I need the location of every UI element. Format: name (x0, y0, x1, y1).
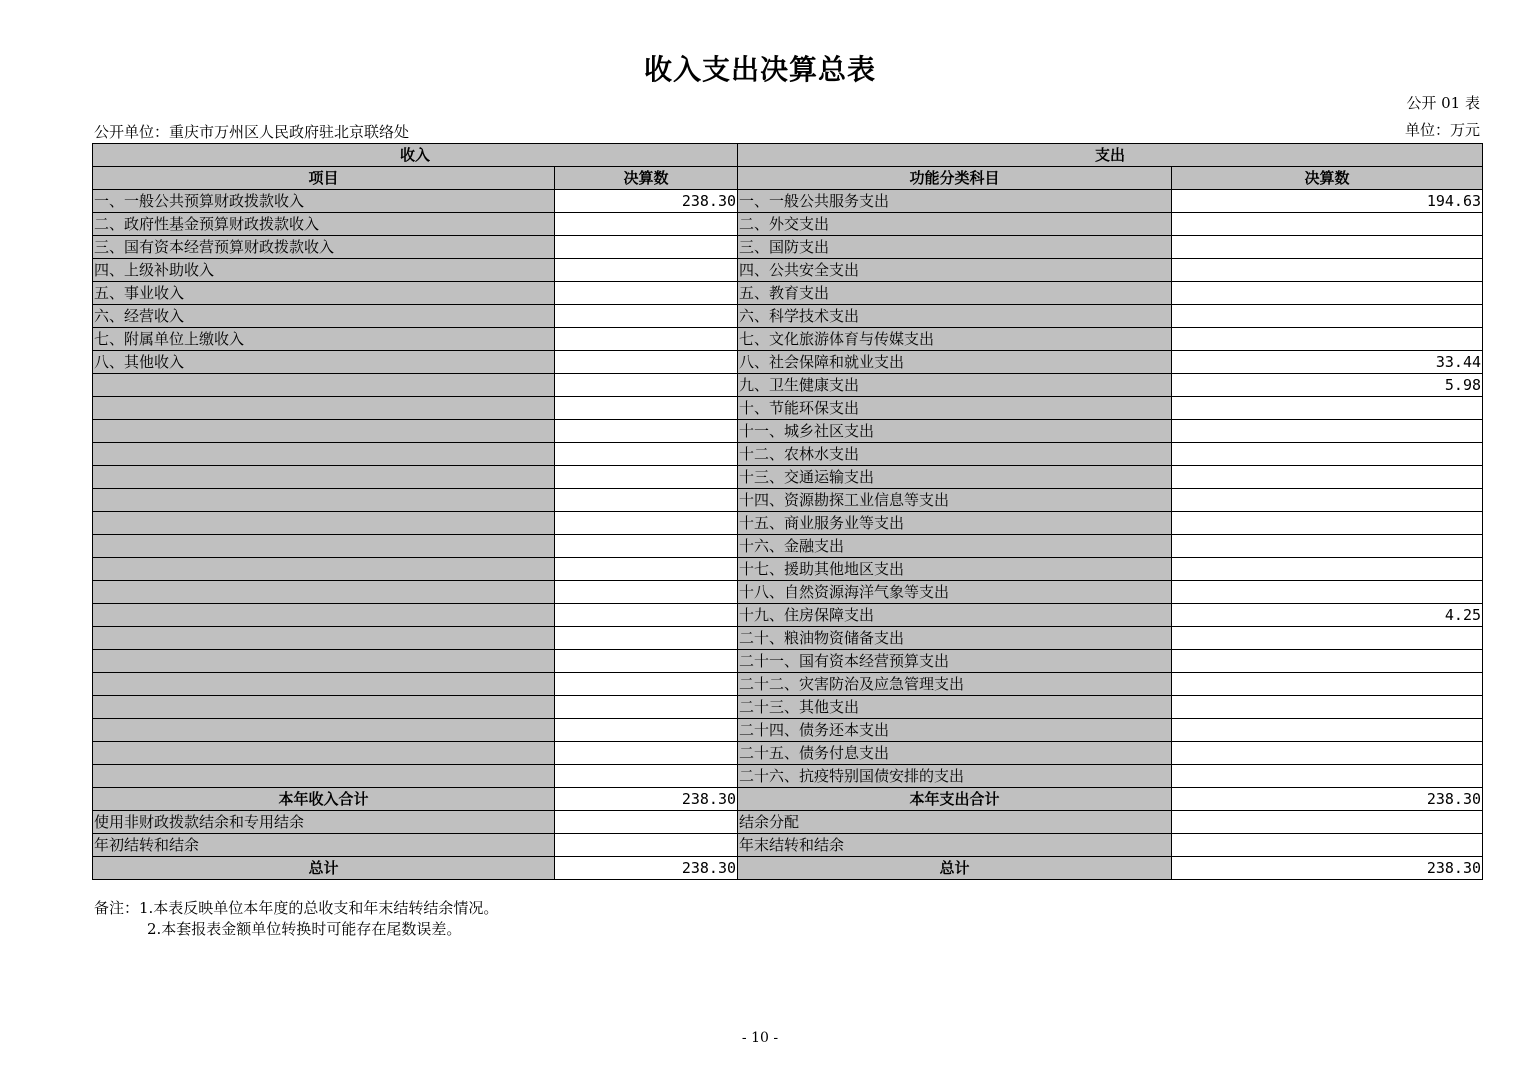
expense-item-cell: 二十五、债务付息支出 (738, 742, 1172, 765)
expense-item-cell: 六、科学技术支出 (738, 305, 1172, 328)
table-row (93, 213, 1483, 236)
expense-amount-cell: 194.63 (1172, 190, 1483, 213)
income-item-cell (93, 604, 555, 627)
table-row (93, 236, 1483, 259)
income-item-cell: 二、政府性基金预算财政拨款收入 (93, 213, 555, 236)
expense-amount-cell (1172, 305, 1483, 328)
table-row (93, 259, 1483, 282)
expense-amount-cell (1172, 535, 1483, 558)
expense-item-cell: 八、社会保障和就业支出 (738, 351, 1172, 374)
table-row (93, 719, 1483, 742)
table-row (93, 374, 1483, 397)
expense-amount-cell (1172, 489, 1483, 512)
income-amount-cell (555, 466, 738, 489)
table-row (93, 443, 1483, 466)
expense-amount-cell (1172, 627, 1483, 650)
expense-amount-cell (1172, 397, 1483, 420)
section-header-row (93, 144, 1483, 167)
income-amount-cell (555, 581, 738, 604)
annual-total-row (93, 788, 1483, 811)
income-item-cell: 一、一般公共预算财政拨款收入 (93, 190, 555, 213)
income-item-cell (93, 673, 555, 696)
expense-item-cell: 十七、援助其他地区支出 (738, 558, 1172, 581)
expense-item-cell: 二十四、债务还本支出 (738, 719, 1172, 742)
expense-amount-cell (1172, 512, 1483, 535)
income-item-cell: 年初结转和结余 (93, 834, 555, 857)
income-amount-cell (555, 811, 738, 834)
page-number: - 10 - (741, 1030, 779, 1046)
expense-item-cell: 总计 (738, 857, 1172, 880)
expense-item-cell: 十、节能环保支出 (738, 397, 1172, 420)
currency-unit: 单位：万元 (1404, 121, 1480, 139)
table-row (93, 190, 1483, 213)
expense-item-cell: 十八、自然资源海洋气象等支出 (738, 581, 1172, 604)
expense-amount-cell (1172, 420, 1483, 443)
income-amount-cell (555, 328, 738, 351)
footnotes (94, 898, 498, 940)
income-item-cell (93, 719, 555, 742)
income-amount-cell (555, 558, 738, 581)
income-amount-cell: 238.30 (555, 190, 738, 213)
table-row (93, 581, 1483, 604)
table-row (93, 328, 1483, 351)
expense-amount-cell (1172, 742, 1483, 765)
income-amount-cell (555, 489, 738, 512)
income-item-cell (93, 765, 555, 788)
expense-item-cell: 三、国防支出 (738, 236, 1172, 259)
expense-section-header: 支出 (738, 144, 1483, 167)
table-row (93, 627, 1483, 650)
expense-amount-cell (1172, 719, 1483, 742)
expense-amount-cell (1172, 558, 1483, 581)
table-row (93, 397, 1483, 420)
income-amount-cell (555, 374, 738, 397)
income-item-cell: 五、事业收入 (93, 282, 555, 305)
expense-amount-cell (1172, 673, 1483, 696)
income-item-cell: 三、国有资本经营预算财政拨款收入 (93, 236, 555, 259)
expense-amount-cell (1172, 696, 1483, 719)
income-amount-cell (555, 742, 738, 765)
expense-item-cell: 九、卫生健康支出 (738, 374, 1172, 397)
expense-item-cell: 二十二、灾害防治及应急管理支出 (738, 673, 1172, 696)
expense-amount-cell (1172, 581, 1483, 604)
income-amount-cell (555, 719, 738, 742)
expense-item-cell: 结余分配 (738, 811, 1172, 834)
income-amount-cell (555, 512, 738, 535)
column-header-row (93, 167, 1483, 190)
expense-amount-cell (1172, 811, 1483, 834)
function-column-header: 功能分类科目 (738, 167, 1172, 190)
income-item-cell: 使用非财政拨款结余和专用结余 (93, 811, 555, 834)
income-amount-cell (555, 213, 738, 236)
expense-amount-cell (1172, 443, 1483, 466)
income-item-cell: 六、经营收入 (93, 305, 555, 328)
expense-amount-cell: 4.25 (1172, 604, 1483, 627)
table-row (93, 305, 1483, 328)
table-row (93, 604, 1483, 627)
income-item-cell (93, 420, 555, 443)
income-amount-cell: 238.30 (555, 788, 738, 811)
income-amount-cell: 238.30 (555, 857, 738, 880)
expense-item-cell: 十四、资源勘探工业信息等支出 (738, 489, 1172, 512)
grand-total-row (93, 857, 1483, 880)
expense-item-cell: 二十、粮油物资储备支出 (738, 627, 1172, 650)
expense-amount-cell: 33.44 (1172, 351, 1483, 374)
income-item-cell (93, 627, 555, 650)
income-item-cell (93, 374, 555, 397)
expense-item-cell: 二十一、国有资本经营预算支出 (738, 650, 1172, 673)
balance-row (93, 811, 1483, 834)
expense-amount-cell (1172, 765, 1483, 788)
table-row (93, 351, 1483, 374)
table-row (93, 512, 1483, 535)
income-amount-cell (555, 282, 738, 305)
income-amount-cell (555, 650, 738, 673)
table-row (93, 742, 1483, 765)
income-amount-cell (555, 351, 738, 374)
income-item-cell (93, 512, 555, 535)
income-amount-cell (555, 259, 738, 282)
item-column-header: 项目 (93, 167, 555, 190)
expense-amount-cell: 5.98 (1172, 374, 1483, 397)
page-title: 收入支出决算总表 (643, 53, 876, 86)
income-amount-column-header: 决算数 (555, 167, 738, 190)
footnote-1: 备注：1.本表反映单位本年度的总收支和年末结转结余情况。 (94, 899, 499, 917)
income-item-cell (93, 466, 555, 489)
expense-amount-cell (1172, 650, 1483, 673)
expense-item-cell: 十五、商业服务业等支出 (738, 512, 1172, 535)
income-amount-cell (555, 443, 738, 466)
table-row (93, 673, 1483, 696)
footnote-2: 2.本套报表金额单位转换时可能存在尾数误差。 (147, 920, 462, 938)
income-section-header: 收入 (93, 144, 738, 167)
income-amount-cell (555, 420, 738, 443)
table-number: 公开 01 表 (1406, 94, 1480, 112)
expense-item-cell: 年末结转和结余 (738, 834, 1172, 857)
income-item-cell (93, 581, 555, 604)
table-row (93, 650, 1483, 673)
expense-amount-cell: 238.30 (1172, 788, 1483, 811)
table-row (93, 489, 1483, 512)
income-item-cell (93, 650, 555, 673)
income-amount-cell (555, 535, 738, 558)
income-item-cell (93, 535, 555, 558)
table-row (93, 420, 1483, 443)
income-item-cell: 本年收入合计 (93, 788, 555, 811)
expense-item-cell: 二十六、抗疫特别国债安排的支出 (738, 765, 1172, 788)
income-amount-cell (555, 696, 738, 719)
income-amount-cell (555, 305, 738, 328)
reporting-unit: 公开单位：重庆市万州区人民政府驻北京联络处 (94, 123, 410, 141)
table-row (93, 558, 1483, 581)
income-item-cell (93, 696, 555, 719)
income-item-cell: 八、其他收入 (93, 351, 555, 374)
table-row (93, 765, 1483, 788)
income-item-cell (93, 443, 555, 466)
expense-item-cell: 七、文化旅游体育与传媒支出 (738, 328, 1172, 351)
expense-item-cell: 二、外交支出 (738, 213, 1172, 236)
balance-row (93, 834, 1483, 857)
expense-amount-cell: 238.30 (1172, 857, 1483, 880)
income-expense-table (92, 143, 1483, 880)
expense-amount-cell (1172, 259, 1483, 282)
table-row (93, 282, 1483, 305)
income-item-cell (93, 489, 555, 512)
income-item-cell (93, 742, 555, 765)
expense-amount-cell (1172, 834, 1483, 857)
expense-item-cell: 四、公共安全支出 (738, 259, 1172, 282)
expense-amount-cell (1172, 236, 1483, 259)
table-row (93, 696, 1483, 719)
expense-item-cell: 十三、交通运输支出 (738, 466, 1172, 489)
expense-item-cell: 本年支出合计 (738, 788, 1172, 811)
income-amount-cell (555, 765, 738, 788)
income-amount-cell (555, 673, 738, 696)
expense-amount-cell (1172, 213, 1483, 236)
table-row (93, 466, 1483, 489)
income-item-cell: 总计 (93, 857, 555, 880)
income-item-cell: 四、上级补助收入 (93, 259, 555, 282)
expense-item-cell: 一、一般公共服务支出 (738, 190, 1172, 213)
table-row (93, 535, 1483, 558)
income-amount-cell (555, 834, 738, 857)
expense-amount-column-header: 决算数 (1172, 167, 1483, 190)
income-amount-cell (555, 236, 738, 259)
expense-item-cell: 十二、农林水支出 (738, 443, 1172, 466)
expense-item-cell: 十九、住房保障支出 (738, 604, 1172, 627)
income-item-cell: 七、附属单位上缴收入 (93, 328, 555, 351)
expense-item-cell: 十一、城乡社区支出 (738, 420, 1172, 443)
expense-item-cell: 二十三、其他支出 (738, 696, 1172, 719)
income-item-cell (93, 397, 555, 420)
income-amount-cell (555, 627, 738, 650)
income-amount-cell (555, 604, 738, 627)
income-amount-cell (555, 397, 738, 420)
expense-amount-cell (1172, 282, 1483, 305)
expense-item-cell: 五、教育支出 (738, 282, 1172, 305)
expense-amount-cell (1172, 328, 1483, 351)
expense-amount-cell (1172, 466, 1483, 489)
expense-item-cell: 十六、金融支出 (738, 535, 1172, 558)
income-item-cell (93, 558, 555, 581)
